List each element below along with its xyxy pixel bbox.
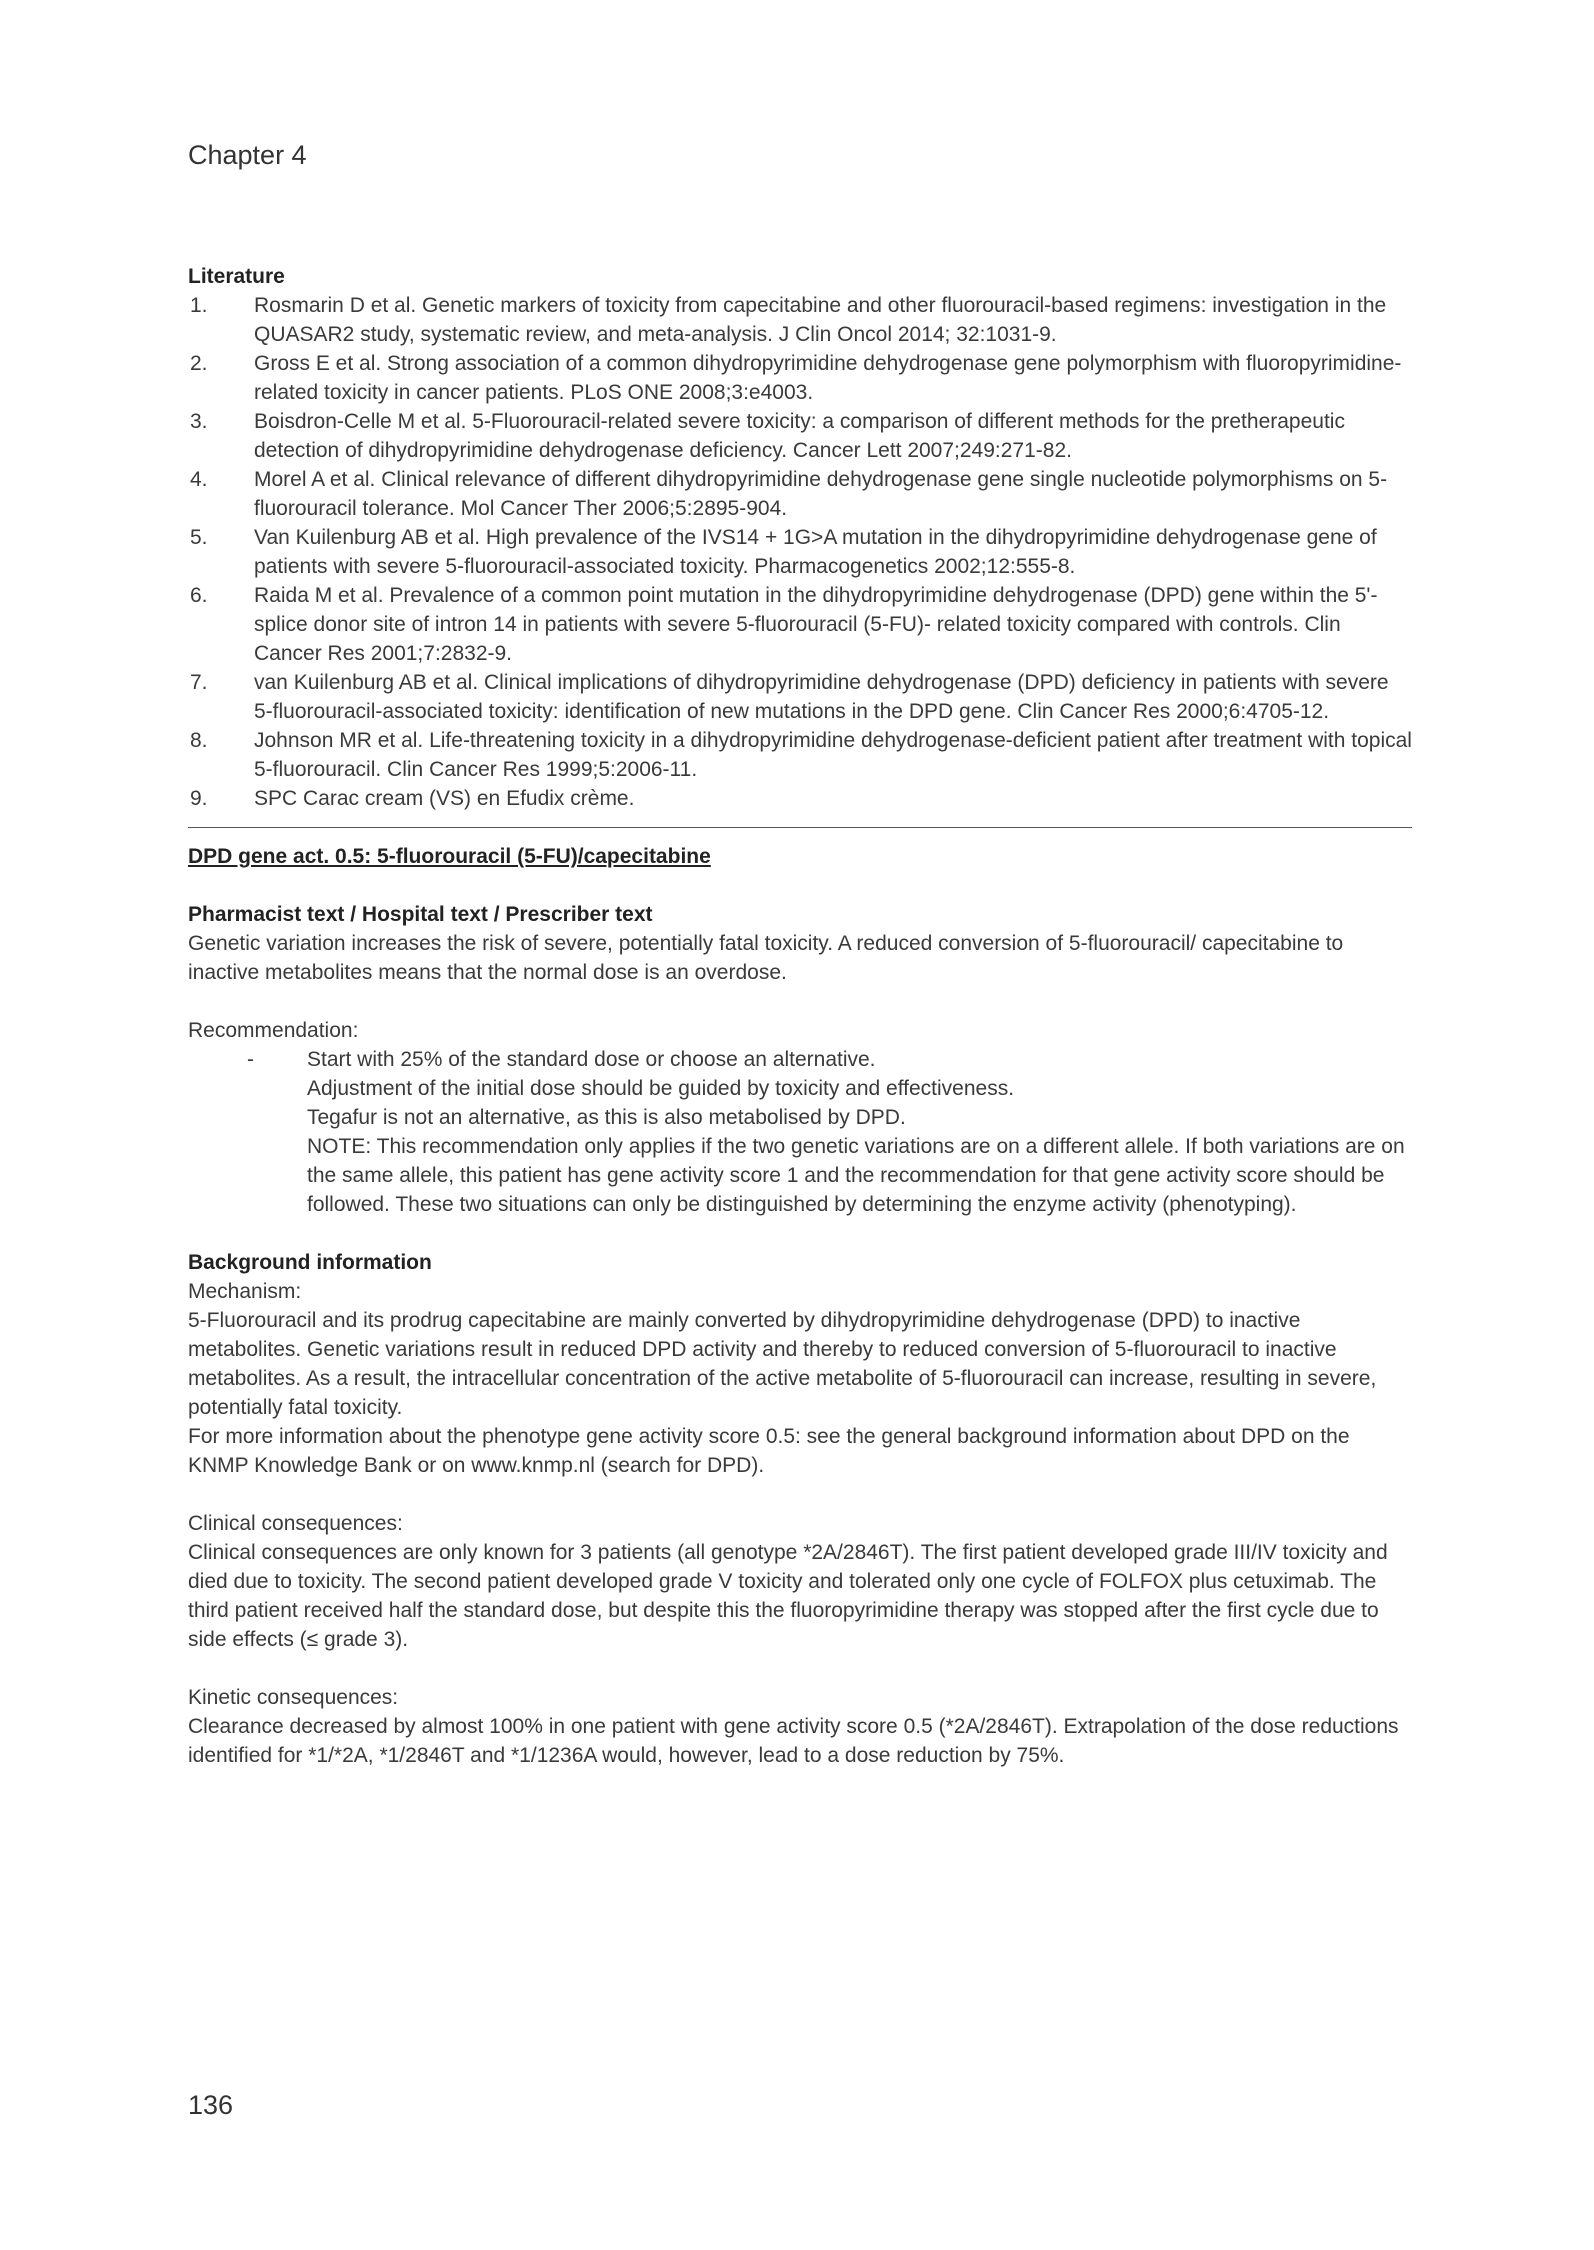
- literature-item: [188, 291, 1412, 349]
- clinical-label: Clinical consequences:: [188, 1512, 403, 1535]
- bullet-dash: -: [247, 1048, 254, 1071]
- literature-item-text: Johnson MR et al. Life-threatening toxicity in a dihydropyrimidine dehydrogenase-deficient patient after treatment with topical 5-fluorouracil. Clin Cancer Res 1999;5:2006-11.: [254, 729, 1412, 781]
- mechanism-text: 5-Fluorouracil and its prodrug capecitabine are mainly converted by dihydropyrimidine dehydrogenase (DPD) to inactive metabolites. Genetic variations result in reduced DPD activity and thereby to reduced conversion of 5-fluorouracil to inactive metabolites. As a result, the intracellular concentration of the active metabolite of 5-fluorouracil can increase, resulting in severe, potentially fatal toxicity.: [188, 1309, 1377, 1419]
- clinical-text: Clinical consequences are only known for 3 patients (all genotype *2A/2846T). The first patient developed grade III/IV toxicity and died due to toxicity. The second patient developed grade V toxicity and tolerated only one cycle of FOLFOX plus cetuximab. The third patient received half the standard dose, but despite this the fluoropyrimidine therapy was stopped after the first cycle due to side effects (≤ grade 3).: [188, 1541, 1388, 1651]
- mechanism-label: Mechanism:: [188, 1280, 302, 1303]
- literature-item: [188, 523, 1412, 581]
- literature-item-text: Rosmarin D et al. Genetic markers of toxicity from capecitabine and other fluorouracil-based regimens: investigation in the QUASAR2 study, systematic review, and meta-analysis. J Clin Oncol 2014; 32:1031-9.: [254, 294, 1387, 346]
- mechanism-more-info: For more information about the phenotype gene activity score 0.5: see the general background information about DPD on the KNMP Knowledge Bank or on www.knmp.nl (search for DPD).: [188, 1425, 1350, 1477]
- literature-item-number: 5.: [190, 526, 208, 549]
- spacer: [188, 987, 1412, 1016]
- literature-item-text: van Kuilenburg AB et al. Clinical implications of dihydropyrimidine dehydrogenase (DPD) deficiency in patients with severe 5-fluorouracil-associated toxicity: identification of new mutations in the DPD gene. Clin Cancer Res 2000;6:4705-12.: [254, 671, 1389, 723]
- spacer: [188, 871, 1412, 900]
- literature-item: [188, 581, 1412, 668]
- literature-item-number: 2.: [190, 352, 208, 375]
- recommendation-label: Recommendation:: [188, 1019, 359, 1042]
- recommendation-line: Tegafur is not an alternative, as this is also metabolised by DPD.: [307, 1106, 906, 1129]
- spacer: [188, 1654, 1412, 1683]
- spacer: [188, 1219, 1412, 1248]
- recommendation-line: Adjustment of the initial dose should be guided by toxicity and effectiveness.: [307, 1077, 1015, 1100]
- literature-item-text: Boisdron-Celle M et al. 5-Fluorouracil-related severe toxicity: a comparison of different methods for the pretherapeutic detection of dihydropyrimidine dehydrogenase deficiency. Cancer Lett 2007;249:271-82.: [254, 410, 1345, 462]
- literature-item: [188, 784, 1412, 813]
- literature-item-text: SPC Carac cream (VS) en Efudix crème.: [254, 787, 635, 810]
- literature-item: [188, 465, 1412, 523]
- kinetic-label: Kinetic consequences:: [188, 1686, 399, 1709]
- literature-item-text: Morel A et al. Clinical relevance of different dihydropyrimidine dehydrogenase gene single nucleotide polymorphisms on 5-fluorouracil tolerance. Mol Cancer Ther 2006;5:2895-904.: [254, 468, 1388, 520]
- intro-text: Genetic variation increases the risk of severe, potentially fatal toxicity. A reduced conversion of 5-fluorouracil/ capecitabine to inactive metabolites means that the normal dose is an overdose.: [188, 932, 1344, 984]
- literature-item: [188, 349, 1412, 407]
- literature-list: [188, 291, 1412, 813]
- literature-item-number: 9.: [190, 787, 208, 810]
- spacer: [188, 1480, 1412, 1509]
- literature-item-number: 4.: [190, 468, 208, 491]
- literature-item-text: Raida M et al. Prevalence of a common point mutation in the dihydropyrimidine dehydrogenase (DPD) gene within the 5'-splice donor site of intron 14 in patients with severe 5-fluorouracil (5-FU)- related toxicity compared with controls. Clin Cancer Res 2001;7:2832-9.: [254, 584, 1378, 665]
- literature-item-number: 7.: [190, 671, 208, 694]
- section-title: DPD gene act. 0.5: 5-fluorouracil (5-FU)/capecitabine: [188, 845, 711, 868]
- literature-item: [188, 726, 1412, 784]
- background-heading: Background information: [188, 1251, 432, 1274]
- literature-item-number: 6.: [190, 584, 208, 607]
- literature-heading: Literature: [188, 265, 285, 288]
- recommendation-block: [188, 1045, 1412, 1219]
- audience-heading: Pharmacist text / Hospital text / Prescriber text: [188, 903, 653, 926]
- literature-item: [188, 668, 1412, 726]
- literature-item-number: 8.: [190, 729, 208, 752]
- kinetic-text: Clearance decreased by almost 100% in one patient with gene activity score 0.5 (*2A/2846T). Extrapolation of the dose reductions identified for *1/*2A, *1/2846T and *1/1236A would, however, lead to a dose reduction by 75%.: [188, 1715, 1399, 1767]
- literature-item: [188, 407, 1412, 465]
- literature-item-number: 1.: [190, 294, 208, 317]
- recommendation-note: NOTE: This recommendation only applies if the two genetic variations are on a different allele. If both variations are on the same allele, this patient has gene activity score 1 and the recommendation for that gene activity score should be followed. These two situations can only be distinguished by determining the enzyme activity (phenotyping).: [307, 1135, 1405, 1216]
- chapter-title: Chapter 4: [188, 140, 307, 170]
- page-content: [188, 262, 1412, 1770]
- page-number: 136: [188, 2090, 234, 2120]
- recommendation-line: Start with 25% of the standard dose or choose an alternative.: [307, 1048, 876, 1071]
- literature-item-text: Van Kuilenburg AB et al. High prevalence of the IVS14 + 1G>A mutation in the dihydropyrimidine dehydrogenase gene of patients with severe 5-fluorouracil-associated toxicity. Pharmacogenetics 2002;12:555-8.: [254, 526, 1377, 578]
- literature-item-text: Gross E et al. Strong association of a common dihydropyrimidine dehydrogenase gene polymorphism with fluoropyrimidine-related toxicity in cancer patients. PLoS ONE 2008;3:e4003.: [254, 352, 1402, 404]
- section-divider: [188, 827, 1412, 828]
- literature-item-number: 3.: [190, 410, 208, 433]
